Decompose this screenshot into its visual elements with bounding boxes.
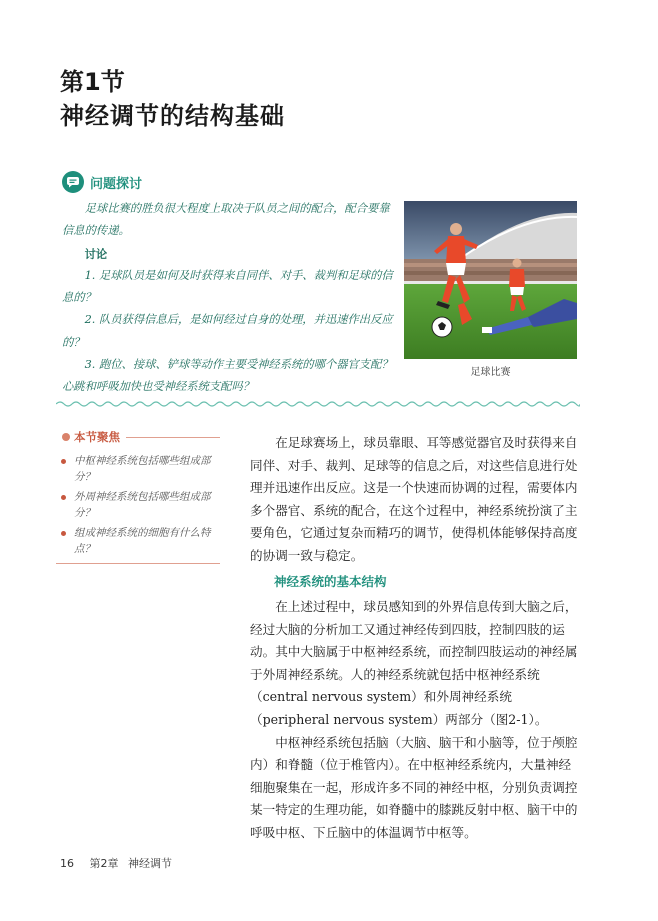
wave-divider	[56, 398, 580, 410]
focus-dot-icon	[62, 433, 70, 441]
body-para-1	[250, 432, 582, 568]
focus-header	[56, 428, 220, 446]
focus-list	[56, 454, 220, 562]
question-item: 2. 队员获得信息后，是如何经过自身的处理，并迅速作出反应的？	[62, 313, 393, 349]
paragraph: 中枢神经系统包括脑（大脑、脑干和小脑等，位于颅腔内）和脊髓（位于椎管内）。在中枢神经系统内，大量神经细胞聚集在一起，形成许多不同的神经中枢，分别负责调控某一特定的生理功能，如脊髓中的膝跳反射中枢、脑干中的呼吸中枢、下丘脑中的体温调节中枢等。	[250, 734, 578, 840]
problem-block	[62, 198, 394, 399]
chat-bubble-icon	[62, 171, 84, 193]
question-item: 3. 跑位、接球、铲球等动作主要受神经系统的哪个器官支配？心跳和呼吸加快也受神经系统支配吗？	[62, 358, 393, 394]
body-para-2-3	[250, 596, 582, 845]
focus-item-text: 外周神经系统包括哪些组成部分？	[74, 491, 211, 519]
photo-caption: 足球比赛	[470, 367, 511, 378]
bullet-icon	[61, 495, 66, 500]
section-number: 第1节	[60, 68, 125, 96]
section-title: 神经调节的结构基础	[60, 102, 285, 130]
focus-item	[56, 490, 220, 521]
sub-heading: 神经系统的基本结构	[274, 574, 387, 589]
page-footer	[60, 855, 172, 871]
focus-line	[126, 437, 220, 438]
problem-header	[62, 170, 142, 194]
focus-bottom-line	[56, 563, 220, 564]
paragraph: 在上述过程中，球员感知到的外界信息传到大脑之后，经过大脑的分析加工又通过神经传到四肢，控制四肢的运动。其中大脑属于中枢神经系统，而控制四肢运动的神经属于外周神经系统。人的神经系统就包括中枢神经系统（central nervous system）和外周神经系统（peripheral nervous system）两部分（图2-1）。	[250, 599, 578, 727]
focus-item	[56, 454, 220, 485]
page-number: 16	[60, 857, 74, 870]
focus-item	[56, 526, 220, 557]
focus-item-text: 中枢神经系统包括哪些组成部分？	[74, 455, 211, 483]
problem-intro: 足球比赛的胜负很大程度上取决于队员之间的配合，配合要靠信息的传递。	[62, 202, 390, 238]
bullet-icon	[61, 531, 66, 536]
discuss-label: 讨论	[84, 246, 108, 261]
focus-box	[56, 428, 220, 564]
focus-label: 本节聚焦	[74, 430, 120, 444]
chapter-number: 第2章	[89, 857, 119, 870]
question-item: 1. 足球队员是如何及时获得来自同伴、对手、裁判和足球的信息的？	[62, 268, 393, 305]
problem-label: 问题探讨	[90, 176, 143, 192]
chapter-title: 神经调节	[128, 857, 172, 870]
football-photo	[404, 201, 577, 359]
paragraph: 在足球赛场上，球员靠眼、耳等感觉器官及时获得来自同伴、对手、裁判、足球等的信息之后，对这些信息进行处理并迅速作出反应。这是一个快速而协调的过程，需要体内多个器官、系统的配合，在这个过程中，神经系统扮演了主要角色，它通过复杂而精巧的调节，使得机体能够保持高度的协调一致与稳定。	[250, 435, 578, 563]
bullet-icon	[61, 459, 66, 464]
focus-item-text: 组成神经系统的细胞有什么特点？	[74, 527, 211, 555]
